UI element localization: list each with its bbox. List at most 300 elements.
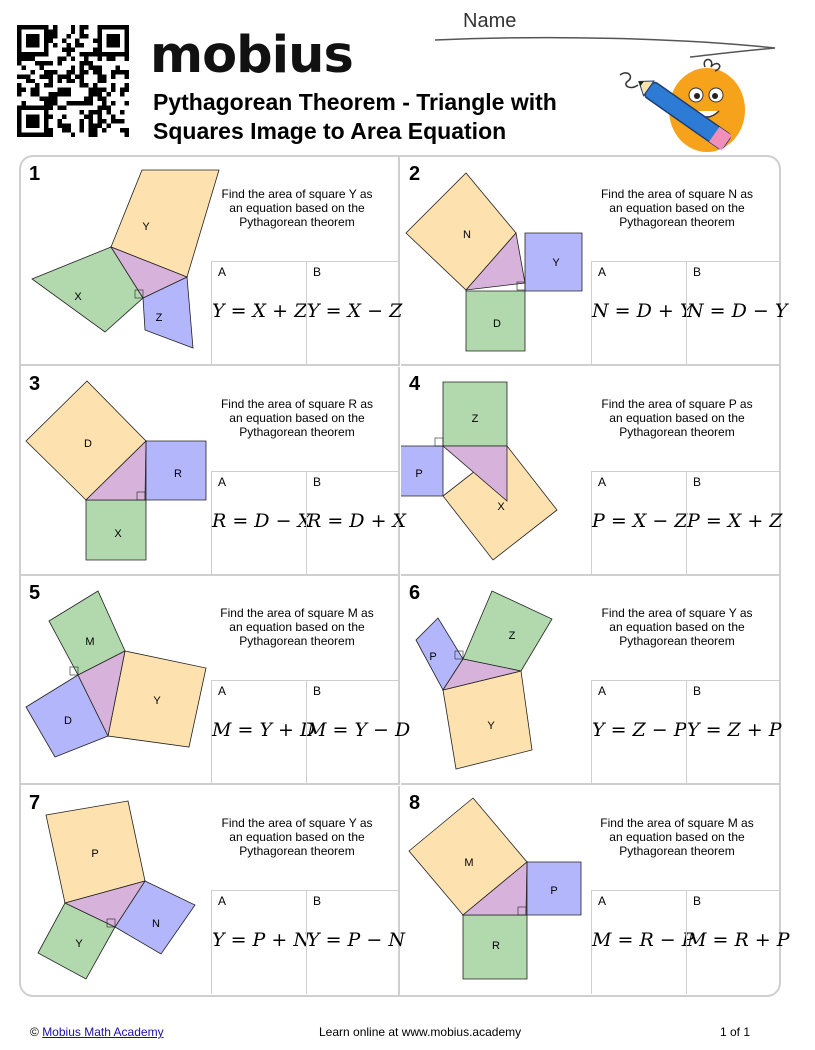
qr-module (26, 56, 30, 60)
qr-module (111, 70, 115, 74)
qr-module (98, 34, 102, 38)
qr-module (57, 92, 61, 96)
qr-module (44, 101, 48, 105)
qr-module (102, 101, 106, 105)
qr-module (35, 119, 39, 123)
qr-module (48, 106, 52, 110)
square-label: X (114, 527, 122, 540)
answer-choices (591, 680, 780, 784)
qr-module (26, 43, 30, 47)
choice-a[interactable] (592, 891, 695, 994)
qr-module (120, 70, 124, 74)
choice-equation: R = D − X (212, 509, 312, 532)
qr-module (53, 34, 57, 38)
qr-module (116, 38, 120, 42)
square-label: R (492, 939, 500, 952)
qr-module (107, 52, 111, 56)
name-label: Name (463, 10, 517, 32)
choice-equation: Y = Z − P (592, 719, 687, 741)
qr-module (21, 56, 25, 60)
qr-module (116, 70, 120, 74)
qr-module (44, 29, 48, 33)
qr-module (98, 110, 102, 114)
qr-module (107, 25, 111, 29)
qr-module (53, 101, 57, 105)
qr-module (89, 124, 93, 128)
choice-label: A (218, 893, 227, 908)
choice-label: B (693, 265, 702, 279)
qr-module (17, 43, 21, 47)
qr-module (71, 47, 75, 51)
qr-module (44, 70, 48, 74)
qr-module (30, 34, 34, 38)
qr-module (35, 25, 39, 29)
choice-b[interactable] (686, 262, 788, 365)
qr-module (66, 43, 70, 47)
qr-module (66, 34, 70, 38)
choice-equation: R = D + X (307, 509, 407, 532)
title-line-2: Squares Image to Area Equation (153, 118, 507, 144)
answer-choices (211, 261, 403, 365)
qr-module (17, 119, 21, 123)
choice-equation: N = D + Y (592, 300, 693, 322)
qr-module (98, 115, 102, 119)
qr-module (57, 106, 61, 110)
qr-module (75, 74, 79, 78)
qr-module (102, 128, 106, 132)
problem-number: 8 (409, 791, 421, 814)
choice-b[interactable] (306, 891, 405, 994)
choice-b[interactable] (686, 681, 780, 784)
answer-choices (591, 890, 790, 994)
qr-module (39, 74, 43, 78)
footer-copyright: © Mobius Math Academy (30, 1025, 164, 1039)
problem-number: 7 (29, 791, 41, 814)
qr-module (107, 43, 111, 47)
qr-module (30, 79, 34, 83)
qr-module (75, 38, 79, 42)
qr-module (21, 74, 25, 78)
qr-module (26, 25, 30, 29)
qr-module (44, 124, 48, 128)
qr-module (116, 25, 120, 29)
qr-module (80, 119, 84, 123)
qr-module (66, 47, 70, 51)
qr-module (48, 97, 52, 101)
square-label: N (152, 917, 160, 930)
qr-module (98, 74, 102, 78)
qr-module (44, 128, 48, 132)
qr-module (39, 133, 43, 137)
qr-module (125, 56, 129, 60)
qr-module (30, 115, 34, 119)
qr-module (89, 88, 93, 92)
qr-module (125, 128, 129, 132)
square-Z (463, 591, 552, 671)
qr-module (84, 56, 88, 60)
square-label: Y (552, 257, 560, 269)
qr-module (21, 88, 25, 92)
qr-module (44, 38, 48, 42)
qr-module (125, 43, 129, 47)
qr-module (125, 101, 129, 105)
problem-prompt: Find the area of square Y as an equation based on the Pythagorean theorem (601, 606, 753, 648)
choice-a[interactable] (212, 681, 316, 784)
mobius-academy-link[interactable]: Mobius Math Academy (42, 1025, 164, 1039)
qr-module (111, 74, 115, 78)
problem-3 (21, 367, 407, 576)
qr-module (17, 56, 21, 60)
mobius-logo: mobius (150, 26, 353, 85)
qr-module (98, 92, 102, 96)
qr-module (44, 43, 48, 47)
qr-module (30, 43, 34, 47)
choice-a[interactable] (592, 681, 685, 784)
square-label: X (497, 500, 505, 513)
qr-module (17, 25, 21, 29)
qr-module (17, 92, 21, 96)
choice-equation: Y = Z + P (687, 719, 782, 741)
qr-module (80, 25, 84, 29)
square-label: Y (142, 221, 150, 233)
qr-module (44, 97, 48, 101)
choice-b[interactable] (306, 262, 403, 365)
qr-module (62, 115, 66, 119)
qr-module (17, 110, 21, 114)
problem-7 (21, 786, 405, 995)
title-line-1: Pythagorean Theorem - Triangle with (153, 89, 557, 115)
qr-module (89, 119, 93, 123)
choice-label: B (313, 265, 322, 279)
choice-b[interactable] (306, 472, 407, 575)
qr-module (39, 97, 43, 101)
choice-label: A (218, 265, 227, 279)
qr-module (35, 92, 39, 96)
qr-module (89, 52, 93, 56)
qr-module (93, 110, 97, 114)
problem-prompt: Find the area of square N as an equation based on the Pythagorean theorem (600, 187, 754, 229)
qr-module (93, 65, 97, 69)
qr-module (120, 25, 124, 29)
qr-module (26, 52, 30, 56)
triangle-squares-diagram (21, 367, 226, 574)
problem-5 (21, 576, 411, 785)
qr-module (44, 74, 48, 78)
choice-equation: Y = P + N (212, 928, 310, 951)
qr-module (80, 79, 84, 83)
square-label: D (493, 318, 501, 330)
qr-module (17, 128, 21, 132)
qr-module (30, 106, 34, 110)
answer-choices (211, 890, 405, 994)
qr-module (48, 115, 52, 119)
choice-label: B (693, 893, 702, 908)
qr-module (98, 25, 102, 29)
square-label: D (84, 437, 92, 450)
qr-module (17, 106, 21, 110)
qr-module (21, 65, 25, 69)
qr-module (30, 88, 34, 92)
qr-module (84, 70, 88, 74)
answer-choices (211, 471, 407, 575)
qr-module (107, 34, 111, 38)
problem-8 (401, 786, 790, 995)
qr-module (111, 115, 115, 119)
qr-module (107, 110, 111, 114)
qr-module (102, 97, 106, 101)
qr-module (116, 43, 120, 47)
qr-module (93, 52, 97, 56)
qr-module (48, 133, 52, 137)
qr-module (93, 47, 97, 51)
qr-module (102, 79, 106, 83)
qr-module (125, 133, 129, 137)
qr-module (111, 88, 115, 92)
choice-a[interactable] (592, 262, 693, 365)
qr-module (30, 124, 34, 128)
mascot-illustration (610, 55, 760, 155)
choice-a[interactable] (212, 891, 310, 994)
qr-module (21, 25, 25, 29)
qr-module (35, 133, 39, 137)
qr-module (35, 43, 39, 47)
problem-prompt: Find the area of square M as an equation based on the Pythagorean theorem (220, 606, 374, 648)
qr-module (125, 88, 129, 92)
square-label: Z (155, 312, 163, 324)
qr-module (66, 92, 70, 96)
problem-prompt: Find the area of square M as an equation based on the Pythagorean theorem (600, 815, 754, 858)
choice-label: A (598, 474, 607, 489)
qr-module (21, 106, 25, 110)
qr-module (111, 43, 115, 47)
qr-module (57, 88, 61, 92)
qr-module (26, 119, 30, 123)
qr-module (80, 29, 84, 33)
qr-module (125, 25, 129, 29)
qr-module (53, 97, 57, 101)
qr-module (66, 124, 70, 128)
qr-module (125, 52, 129, 56)
qr-module (30, 38, 34, 42)
problem-prompt: Find the area of square Y as an equation based on the Pythagorean theorem (221, 815, 373, 858)
square-label: D (64, 715, 72, 727)
qr-module (84, 34, 88, 38)
qr-code (17, 25, 129, 137)
qr-module (80, 101, 84, 105)
qr-module (107, 56, 111, 60)
choice-label: B (693, 474, 702, 489)
qr-module (116, 119, 120, 123)
qr-module (35, 106, 39, 110)
qr-module (30, 119, 34, 123)
qr-module (48, 79, 52, 83)
qr-module (35, 88, 39, 92)
square-label: P (91, 847, 99, 860)
qr-module (30, 52, 34, 56)
problem-number: 6 (409, 582, 421, 604)
qr-module (26, 38, 30, 42)
qr-module (120, 110, 124, 114)
qr-module (107, 92, 111, 96)
qr-module (62, 124, 66, 128)
qr-module (84, 52, 88, 56)
problem-1 (21, 157, 403, 366)
qr-module (111, 101, 115, 105)
qr-module (53, 29, 57, 33)
qr-module (84, 25, 88, 29)
triangle-squares-diagram (21, 786, 226, 993)
qr-module (89, 115, 93, 119)
choice-label: A (598, 684, 607, 698)
qr-module (44, 25, 48, 29)
choice-a[interactable] (592, 472, 688, 575)
qr-module (57, 56, 61, 60)
qr-module (98, 124, 102, 128)
qr-module (98, 38, 102, 42)
qr-module (102, 106, 106, 110)
qr-module (102, 119, 106, 123)
qr-module (89, 128, 93, 132)
qr-module (62, 92, 66, 96)
qr-module (17, 52, 21, 56)
qr-module (120, 92, 124, 96)
qr-module (102, 25, 106, 29)
qr-module (44, 115, 48, 119)
qr-module (53, 43, 57, 47)
qr-module (93, 83, 97, 87)
qr-module (71, 29, 75, 33)
choice-label: B (693, 684, 702, 698)
qr-module (17, 61, 21, 65)
qr-module (26, 124, 30, 128)
qr-module (125, 83, 129, 87)
qr-module (120, 52, 124, 56)
square-label: Y (75, 937, 83, 950)
qr-module (98, 43, 102, 47)
qr-module (30, 25, 34, 29)
square-label: M (85, 636, 95, 648)
qr-module (102, 74, 106, 78)
qr-module (71, 101, 75, 105)
choice-a[interactable] (212, 262, 308, 365)
choice-equation: Y = P − N (307, 928, 405, 951)
qr-module (26, 106, 30, 110)
qr-module (84, 61, 88, 65)
qr-module (44, 47, 48, 51)
qr-module (120, 128, 124, 132)
qr-module (57, 61, 61, 65)
qr-module (44, 34, 48, 38)
qr-module (84, 83, 88, 87)
qr-module (62, 88, 66, 92)
qr-module (89, 65, 93, 69)
qr-module (111, 83, 115, 87)
qr-module (26, 74, 30, 78)
qr-module (125, 70, 129, 74)
qr-module (102, 88, 106, 92)
qr-module (71, 56, 75, 60)
qr-module (93, 133, 97, 137)
choice-b[interactable] (686, 891, 790, 994)
qr-module (93, 38, 97, 42)
triangle-squares-diagram (21, 576, 226, 783)
qr-module (98, 70, 102, 74)
square-label: Y (487, 720, 495, 732)
qr-module (48, 83, 52, 87)
qr-module (17, 88, 21, 92)
choice-a[interactable] (212, 472, 312, 575)
qr-module (53, 70, 57, 74)
qr-module (44, 133, 48, 137)
triangle-squares-diagram (401, 786, 606, 993)
qr-module (71, 70, 75, 74)
qr-module (107, 106, 111, 110)
choice-equation: P = X + Z (687, 509, 783, 532)
qr-module (80, 52, 84, 56)
qr-module (35, 34, 39, 38)
choice-equation: Y = X + Z (212, 300, 308, 322)
qr-module (39, 25, 43, 29)
qr-module (26, 115, 30, 119)
qr-module (21, 101, 25, 105)
qr-module (111, 34, 115, 38)
choice-b[interactable] (306, 681, 411, 784)
square-label: P (429, 651, 437, 663)
qr-module (39, 65, 43, 69)
qr-module (66, 74, 70, 78)
problem-prompt: Find the area of square Y as an equation based on the Pythagorean theorem (221, 187, 373, 229)
problem-number: 5 (29, 582, 41, 604)
choice-equation: M = Y − D (307, 719, 411, 741)
qr-module (111, 119, 115, 123)
qr-module (57, 124, 61, 128)
qr-module (80, 110, 84, 114)
qr-module (71, 79, 75, 83)
qr-module (17, 115, 21, 119)
qr-module (35, 38, 39, 42)
qr-module (80, 83, 84, 87)
square-label: Z (508, 630, 516, 642)
qr-module (111, 52, 115, 56)
qr-module (66, 52, 70, 56)
qr-module (26, 79, 30, 83)
qr-module (17, 83, 21, 87)
qr-module (71, 65, 75, 69)
qr-module (98, 47, 102, 51)
right-angle-marker (435, 438, 443, 446)
qr-module (44, 52, 48, 56)
qr-module (48, 61, 52, 65)
qr-module (48, 101, 52, 105)
qr-module (98, 79, 102, 83)
choice-b[interactable] (686, 472, 783, 575)
qr-module (93, 124, 97, 128)
qr-module (125, 29, 129, 33)
qr-module (116, 65, 120, 69)
qr-module (98, 106, 102, 110)
qr-module (30, 133, 34, 137)
problem-number: 4 (409, 372, 421, 395)
qr-module (93, 88, 97, 92)
qr-module (35, 115, 39, 119)
answer-choices (211, 680, 411, 784)
qr-module (66, 79, 70, 83)
qr-module (89, 110, 93, 114)
qr-module (62, 128, 66, 132)
qr-module (17, 29, 21, 33)
choice-label: B (313, 474, 322, 489)
qr-module (89, 101, 93, 105)
